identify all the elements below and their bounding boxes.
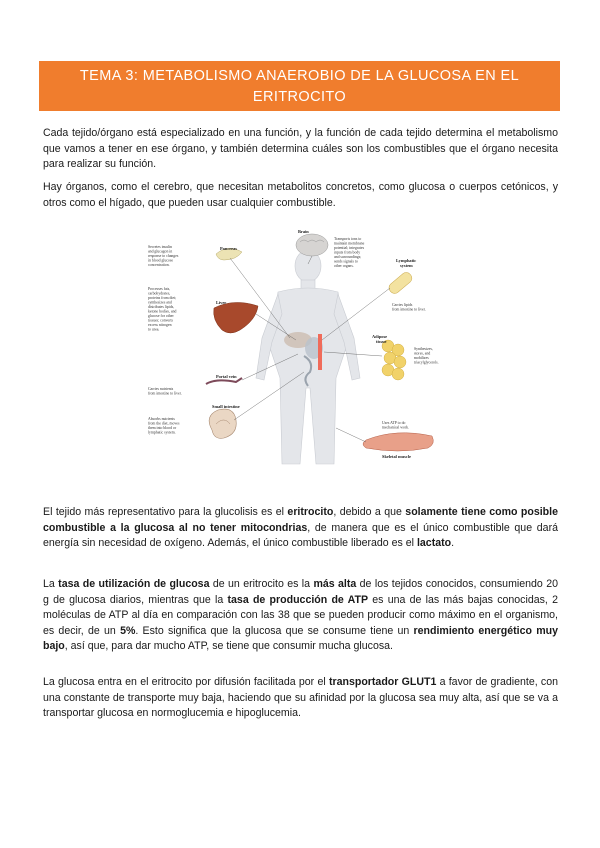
svg-text:Absorbs nutrients: Absorbs nutrients (148, 417, 175, 421)
svg-text:distributes lipids,: distributes lipids, (148, 305, 175, 309)
svg-text:inputs from body: inputs from body (334, 250, 361, 255)
svg-text:proteins from diet;: proteins from diet; (148, 296, 177, 300)
svg-text:excess nitrogen: excess nitrogen (148, 323, 172, 327)
page-title: TEMA 3: METABOLISMO ANAEROBIO DE LA GLUCOSA EN EL ERITROCITO (39, 61, 560, 111)
svg-text:triacylglycerols.: triacylglycerols. (414, 360, 439, 365)
svg-text:from the diet, moves: from the diet, moves (148, 421, 180, 426)
svg-text:Carries lipids: Carries lipids (392, 303, 413, 307)
svg-text:concentration.: concentration. (148, 263, 170, 267)
svg-text:from intestine to liver.: from intestine to liver. (148, 391, 182, 396)
brain-illustration (296, 234, 328, 256)
skeletal-muscle-illustration (363, 433, 433, 451)
liver-illustration (214, 302, 258, 333)
adipose-tissue-illustration (382, 340, 406, 380)
paragraph-glucose-rate: La tasa de utilización de glucosa de un eritrocito es la más alta de los tejidos conocidos, consumiendo 20 g de glucosa diarios, mientras que la tasa de producción de ATP es una de las más bajas conocidas, 2 moléculas de ATP al día en comparación con las 38 que se pueden producir como máximo en el organismo, es decir, de un 5%. Esto significa que la glucosa que se consume tiene un rendimiento energético muy bajo, así que, para dar mucho ATP, se tiene que consumir mucha glucosa. (43, 578, 558, 653)
portal-vein-label (148, 374, 237, 396)
svg-text:other organs.: other organs. (334, 264, 354, 268)
paragraph-glut1: La glucosa entra en el eritrocito por difusión facilitada por el transportador GLUT1 a favor de gradiente, con una constante de transporte muy baja, haciendo que su afinidad por la glucosa sea muy alta, así que se va a transportar glucosa en normoglucemia e hipoglucemia. (43, 676, 558, 720)
svg-text:Synthesizes,: Synthesizes, (414, 347, 433, 351)
svg-text:Transports ions to: Transports ions to (334, 237, 362, 241)
svg-text:tissue: tissue (376, 339, 387, 344)
svg-text:ketone bodies, and: ketone bodies, and (148, 309, 177, 314)
svg-text:to urea.: to urea. (148, 327, 160, 332)
svg-text:Uses ATP to do: Uses ATP to do (382, 421, 406, 425)
paragraph-erythrocyte: El tejido más representativo para la glucolisis es el eritrocito, debido a que solamente tiene como posible combustible a la glucosa al no tener mitocondrias, de manera que es el único combustible que dará energía sin necesidad de oxígeno. Además, el único combustible liberado es el lactato. (43, 506, 558, 550)
svg-text:response to changes: response to changes (148, 254, 179, 258)
svg-text:mechanical work.: mechanical work. (382, 425, 409, 430)
svg-text:Small intestine: Small intestine (212, 404, 240, 409)
svg-text:Liver: Liver (216, 300, 227, 305)
svg-text:Processes fats,: Processes fats, (148, 287, 171, 291)
svg-text:from intestine to liver.: from intestine to liver. (392, 307, 426, 312)
svg-text:sends signals to: sends signals to (334, 259, 358, 264)
svg-text:maintain membrane: maintain membrane (334, 241, 365, 246)
svg-text:Brain: Brain (298, 229, 309, 234)
svg-text:and surroundings;: and surroundings; (334, 255, 362, 259)
svg-text:tissues; converts: tissues; converts (148, 318, 173, 323)
svg-text:Portal vein: Portal vein (216, 374, 237, 379)
svg-text:Secretes insulin: Secretes insulin (148, 245, 172, 249)
svg-text:them into blood or: them into blood or (148, 426, 177, 430)
svg-text:and glucagon in: and glucagon in (148, 249, 173, 254)
svg-text:stores, and: stores, and (414, 351, 431, 356)
svg-text:Lymphatic: Lymphatic (396, 258, 417, 263)
svg-text:system: system (400, 263, 413, 268)
svg-text:mobilizes: mobilizes (414, 356, 429, 360)
paragraph-organs: Hay órganos, como el cerebro, que necesitan metabolitos concretos, como glucosa o cuerpos cetónicos, y otros como el hígado, que pueden usar cualquier combustible. (43, 181, 558, 209)
organ-metabolism-figure (138, 228, 462, 472)
svg-text:potential; integrates: potential; integrates (334, 246, 365, 250)
svg-text:Adipose: Adipose (372, 334, 388, 339)
svg-text:Pancreas: Pancreas (220, 246, 237, 251)
svg-text:Skeletal muscle: Skeletal muscle (382, 454, 411, 459)
svg-text:carbohydrates,: carbohydrates, (148, 291, 171, 296)
svg-text:glucose for other: glucose for other (148, 314, 174, 318)
lymphatic-system-illustration (387, 270, 414, 295)
paragraph-intro: Cada tejido/órgano está especializado en una función, y la función de cada tejido determina el metabolismo que vamos a tener en ese órgano, y también determina cuáles son los combustibles que el órgano necesita para realizar su función. (43, 127, 558, 171)
svg-text:synthesizes and: synthesizes and (148, 300, 172, 305)
svg-text:Carries nutrients: Carries nutrients (148, 387, 174, 391)
svg-text:lymphatic system.: lymphatic system. (148, 430, 176, 435)
small-intestine-illustration (209, 409, 236, 438)
svg-text:in blood glucose: in blood glucose (148, 258, 174, 263)
